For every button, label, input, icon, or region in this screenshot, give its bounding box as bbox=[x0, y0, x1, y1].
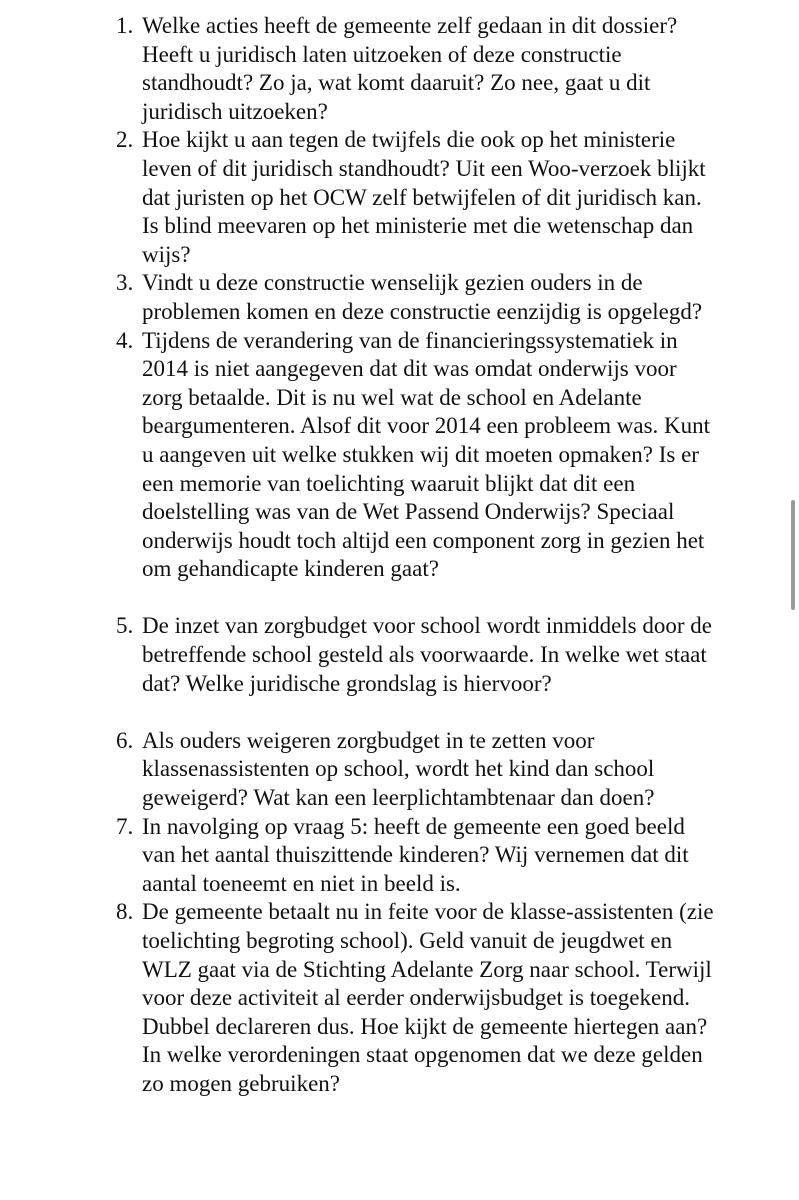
question-item-6 bbox=[0, 727, 780, 813]
question-item-3 bbox=[0, 269, 780, 326]
question-number: 8. bbox=[116, 899, 134, 925]
question-number: 5. bbox=[116, 613, 134, 639]
question-list bbox=[0, 12, 780, 1099]
question-number: 2. bbox=[116, 127, 134, 153]
question-item-1 bbox=[0, 12, 780, 126]
question-text: In navolging op vraag 5: heeft de gemeente een goed beeld van het aantal thuiszittende kinderen? Wij vernemen dat dit aantal toeneemt en niet in beeld is. bbox=[142, 813, 689, 896]
question-item-7 bbox=[0, 813, 780, 899]
question-number: 4. bbox=[116, 327, 134, 353]
question-text: Vindt u deze constructie wenselijk gezien ouders in de problemen komen en deze constructie eenzijdig is opgelegd? bbox=[142, 270, 703, 324]
question-text: Hoe kijkt u aan tegen de twijfels die ook op het ministerie leven of dit juridisch standhoudt? Uit een Woo-verzoek blijkt dat juristen op het OCW zelf betwijfelen of dit juridisch kan. Is blind meevaren op het ministerie met die wetenschap dan wijs? bbox=[142, 127, 706, 267]
question-number: 3. bbox=[116, 270, 134, 296]
question-text: Als ouders weigeren zorgbudget in te zetten voor klassenassistenten op school, wordt het kind dan school geweigerd? Wat kan een leerplichtambtenaar dan doen? bbox=[142, 727, 655, 811]
scrollbar[interactable] bbox=[791, 500, 795, 610]
question-number: 7. bbox=[116, 813, 134, 839]
question-item-2 bbox=[0, 126, 780, 269]
question-text: Welke acties heeft de gemeente zelf gedaan in dit dossier? Heeft u juridisch laten uitzoeken of deze constructie standhoudt? Zo ja, wat komt daaruit? Zo nee, gaat u dit juridisch uitzoeken? bbox=[142, 13, 678, 124]
question-text: De gemeente betaalt nu in feite voor de klasse-assistenten (zie toelichting begroting school). Geld vanuit de jeugdwet en WLZ gaat via de Stichting Adelante Zorg naar school. Terwijl voor deze activiteit al eerder onderwijsbudget is toegekend. Dubbel declareren dus. Hoe kijkt de gemeente hiertegen aan? In welke verordeningen staat opgenomen dat we deze gelden zo mogen gebruiken? bbox=[142, 899, 714, 1096]
question-text: De inzet van zorgbudget voor school wordt inmiddels door de betreffende school gesteld als voorwaarde. In welke wet staat dat? Welke juridische grondslag is hiervoor? bbox=[142, 613, 712, 696]
question-item-4 bbox=[0, 327, 780, 584]
question-number: 1. bbox=[116, 13, 134, 38]
question-item-5 bbox=[0, 612, 780, 698]
question-number: 6. bbox=[116, 727, 134, 753]
question-text: Tijdens de verandering van de financieringssystematiek in 2014 is niet aangegeven dat dit was omdat onderwijs voor zorg betaalde. Dit is nu wel wat de school en Adelante beargumenteren. Alsof dit voor 2014 een probleem was. Kunt u aangeven uit welke stukken wij dit moeten opmaken? Is er een memorie van toelichting waaruit blijkt dat dit een doelstelling was van de Wet Passend Onderwijs? Speciaal onderwijs houdt toch altijd een component zorg in gezien het om gehandicapte kinderen gaat? bbox=[142, 327, 711, 582]
question-item-8 bbox=[0, 898, 780, 1098]
